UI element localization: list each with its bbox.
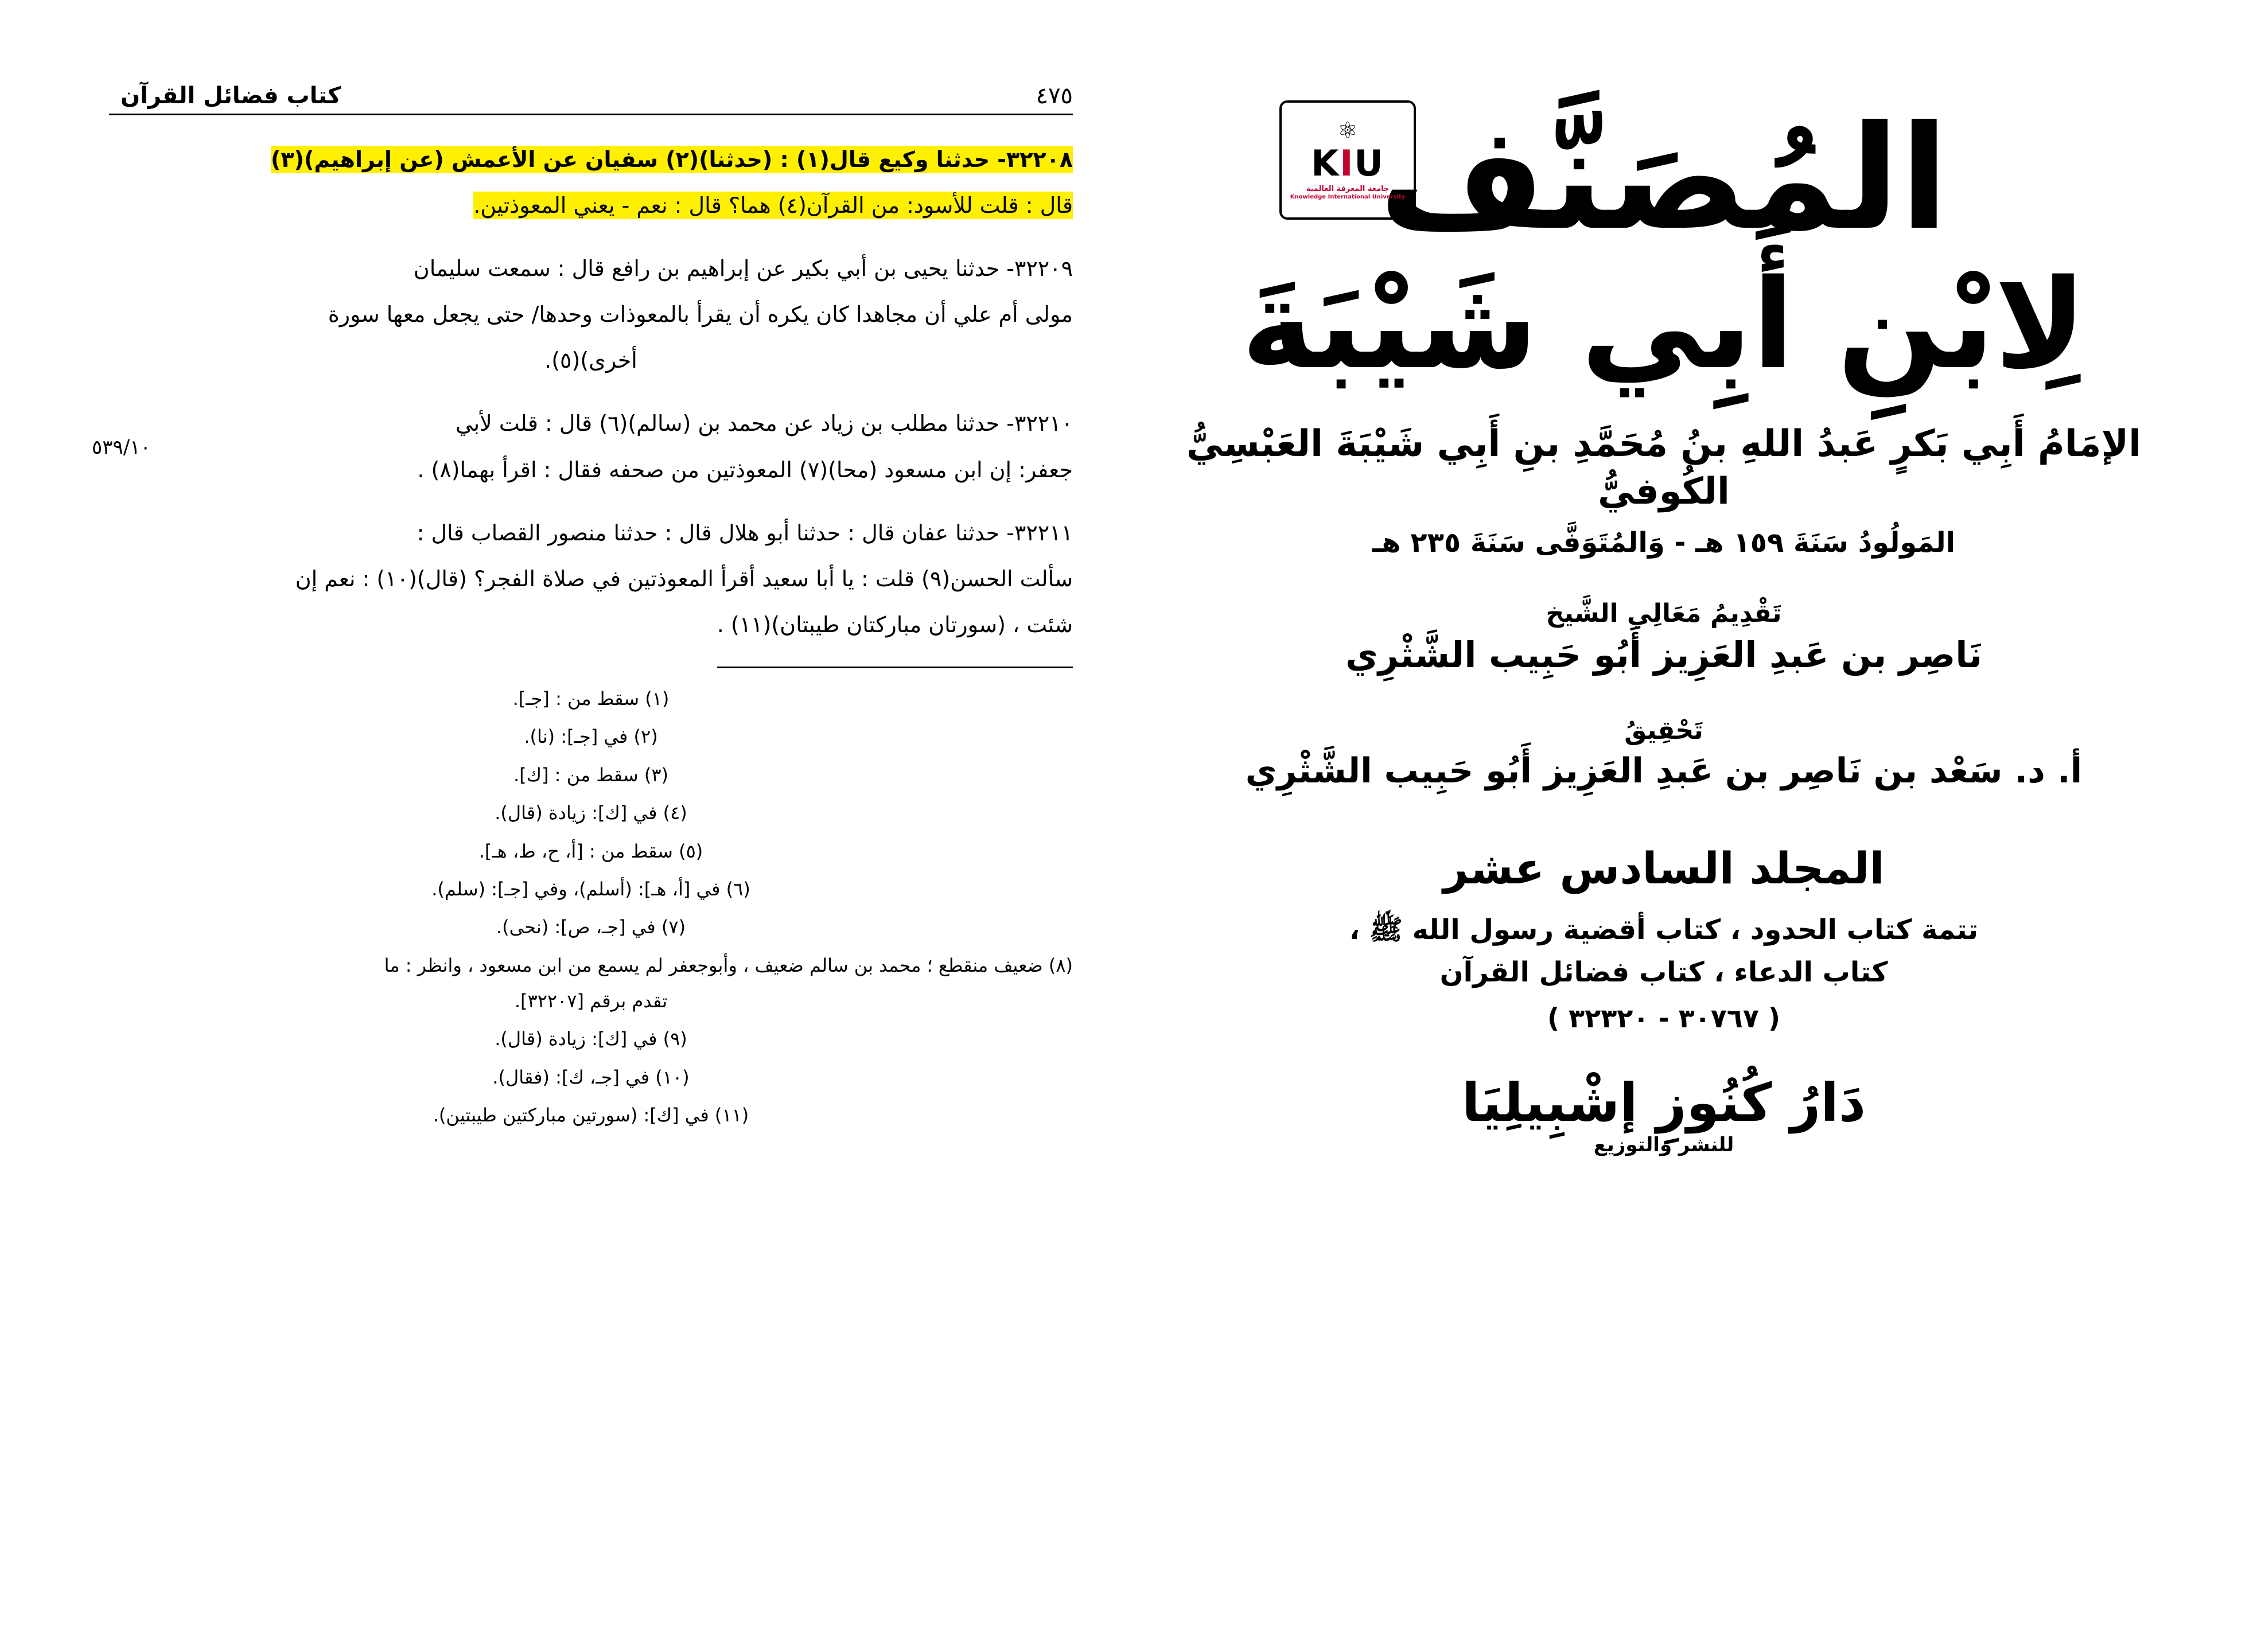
hadith-32211-line1: ٣٢٢١١- حدثنا عفان قال : حدثنا أبو هلال قال : حدثنا منصور القصاب قال : (417, 520, 1073, 546)
header-divider (109, 114, 1073, 115)
footnote-divider (717, 667, 1073, 668)
hadith-entry (109, 512, 1073, 646)
logo-mark-text: KIU (1311, 142, 1384, 184)
footnote-8-continuation: تقدم برقم [٣٢٢٠٧]. (514, 990, 668, 1012)
hadith-32208-line1: ٣٢٢٠٨- حدثنا وكيع قال(١) : (حدثنا)(٢) سفيان عن الأعمش (عن إبراهيم)(٣) (271, 147, 1073, 172)
footnote-item: (١) سقط من : [جـ]. (512, 687, 670, 710)
text-page (86, 69, 1096, 1595)
running-head-title: كتاب فضائل القرآن (120, 83, 341, 109)
margin-reference: ٥٣٩/١٠ (92, 436, 151, 459)
volume-contents (1176, 909, 2151, 994)
hadith-32209-line2: مولى أم علي أن مجاهدا كان يكره أن يقرأ بالمعوذات وحدها/ حتى يجعل معها سورة (328, 302, 1073, 328)
footnote-item: (٥) سقط من : [أ، ح، ط، هـ]. (478, 840, 703, 862)
title-page (1176, 69, 2151, 1595)
footnote-item: (١١) في [ك]: (سورتين مباركتين طيبتين). (433, 1104, 749, 1127)
footnote-item: (١٠) في [جـ، ك]: (فقال). (492, 1066, 690, 1088)
logo-caption-en: Knowledge International University (1290, 193, 1406, 200)
hadith-32210-line1: ٣٢٢١٠- حدثنا مطلب بن زياد عن محمد بن (سالم)(٦) قال : قلت لأبي (455, 411, 1073, 437)
editor-name: أ. د. سَعْد بن نَاصِر بن عَبدِ العَزِيز أَبُو حَبِيب الشَّثْرِي (1245, 750, 2083, 791)
page-header (86, 69, 1096, 109)
footnote-8-text: (٨) ضعيف منقطع ؛ محمد بن سالم ضعيف ، وأبوجعفر لم يسمع من ابن مسعود ، وانظر : ما (384, 954, 1073, 976)
footnotes (86, 681, 1096, 1133)
hadith-entry (109, 138, 1073, 227)
logo-caption-ar: جامعة المعرفة العالمية (1306, 184, 1390, 193)
hadith-entry (109, 247, 1073, 381)
hadith-32208-line2: قال : قلت للأسود: من القرآن(٤) هما؟ قال : نعم - يعني المعوذتين. (473, 193, 1073, 219)
hadith-32209-line1: ٣٢٢٠٩- حدثنا يحيى بن أبي بكير عن إبراهيم بن رافع قال : سمعت سليمان (413, 256, 1073, 282)
contents-line-2: كتاب الدعاء ، كتاب فضائل القرآن (1439, 956, 1888, 989)
hadith-32211-line3: شئت ، (سورتان مباركتان طيبتان)(١١) . (717, 611, 1073, 637)
hadith-entry (109, 402, 1073, 490)
foreword-label: تَقْدِيمُ مَعَالِي الشَّيخ (1546, 598, 1782, 628)
university-logo (1279, 100, 1416, 220)
logo-caption (1290, 185, 1405, 201)
editor-label: تَحْقِيقُ (1624, 715, 1703, 745)
hadith-32210-line2: جعفر: إن ابن مسعود (محا)(٧) المعوذتين من صحفه فقال : اقرأ بهما(٨) . (417, 457, 1073, 482)
footnote-item: (٩) في [ك]: زيادة (قال). (495, 1028, 687, 1050)
book-title-line2: لِابْنِ أَبِي شَيْبَةَ (1241, 252, 2087, 396)
book-title-line1: المُصَنَّف (1379, 95, 1949, 262)
footnote-item: (٧) في [جـ، ص]: (نحى). (496, 916, 686, 938)
footnote-item (109, 948, 1073, 1019)
contents-line-1: تتمة كتاب الحدود ، كتاب أقضية رسول الله ﷺ ، (1349, 913, 1979, 946)
publisher-text: دَارُ كُنُوزِ إشْبِيلِيَا (1461, 1072, 1866, 1134)
page-number: ٤٧٥ (1036, 83, 1073, 109)
publisher-subtitle: للنشر والتوزيع (1593, 1133, 1734, 1156)
author-name: الإمَامُ أَبِي بَكرٍ عَبدُ اللهِ بنُ مُحَمَّدِ بنِ أَبِي شَيْبَةَ العَبْسِيُّ الكُوفيُّ (1186, 423, 2142, 513)
footnote-item: (٣) سقط من : [ك]. (513, 763, 668, 786)
hadith-32209-line3: أخرى)(٥). (544, 348, 637, 373)
volume-label: المجلد السادس عشر (1443, 842, 1885, 894)
author-dates: المَولُودُ سَنَةَ ١٥٩ هـ - وَالمُتَوَفَّى سَنَةَ ٢٣٥ هـ (1372, 526, 1956, 559)
footnote-item: (٢) في [جـ]: (نا). (524, 726, 658, 748)
hadith-32211-line2: سألت الحسن(٩) قلت : يا أبا سعيد أقرأ المعوذتين في صلاة الفجر؟ (قال)(١٠) : نعم إن (295, 566, 1073, 591)
footnote-item: (٦) في [أ، هـ]: (أسلم)، وفي [جـ]: (سلم). (431, 878, 750, 900)
publisher-name (1176, 1074, 2151, 1156)
hadith-number-range: ( ٣٠٧٦٧ - ٣٢٣٢٠ ) (1547, 1003, 1780, 1034)
foreword-author: نَاصِر بن عَبدِ العَزِيز أَبُو حَبِيب الشَّثْرِي (1345, 633, 1982, 676)
body-text (86, 138, 1096, 646)
globe-icon: ⚛ (1337, 117, 1358, 144)
footnote-item: (٤) في [ك]: زيادة (قال). (495, 802, 687, 824)
